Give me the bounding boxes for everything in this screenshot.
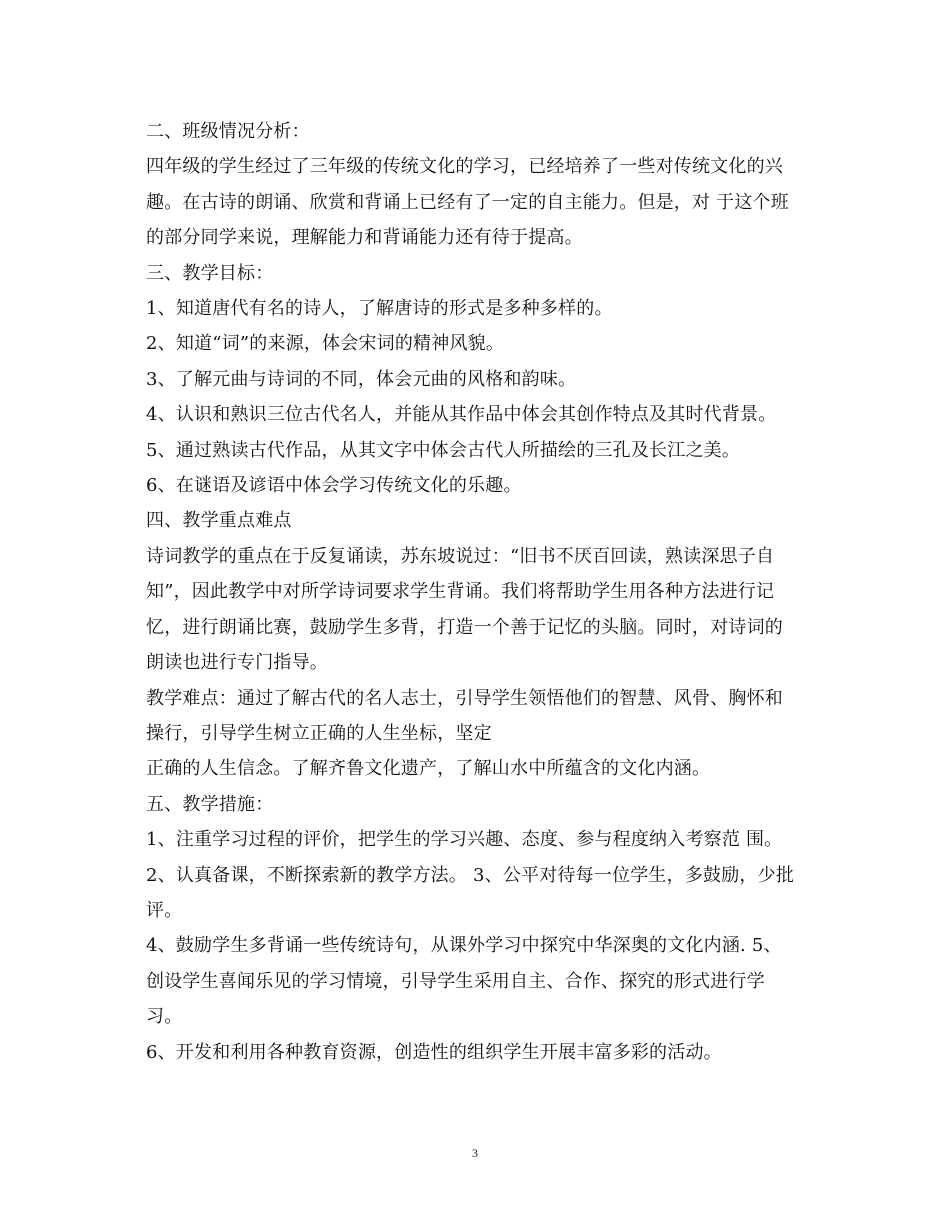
list-item: 2、知道“词”的来源，体会宋词的精神风貌。	[146, 333, 505, 355]
paragraph-line: 忆，进行朗诵比赛，鼓励学生多背，打造一个善于记忆的头脑。同时，对诗词的	[146, 616, 783, 638]
paragraph-line: 知”，因此教学中对所学诗词要求学生背诵。我们将帮助学生用各种方法进行记	[146, 581, 775, 603]
section-heading-key-points: 四、教学重点难点	[146, 510, 292, 532]
list-item: 3、了解元曲与诗词的不同，体会元曲的风格和韵味。	[146, 368, 577, 390]
section-heading-teaching-measures: 五、教学措施：	[146, 793, 274, 815]
paragraph-line: 正确的人生信念。了解齐鲁文化遗产，了解山水中所蕴含的文化内涵。	[146, 758, 711, 780]
list-item: 1、知道唐代有名的诗人，了解唐诗的形式是多种多样的。	[146, 298, 613, 320]
paragraph-line: 四年级的学生经过了三年级的传统文化的学习，已经培养了一些对传统文化的兴	[146, 156, 783, 178]
list-item: 4、认识和熟识三位古代名人，并能从其作品中体会其创作特点及其时代背景。	[146, 404, 777, 426]
list-item: 习。	[146, 1006, 183, 1028]
paragraph-line: 诗词教学的重点在于反复诵读，苏东坡说过：“旧书不厌百回读，熟读深思子自	[146, 545, 775, 567]
list-item: 评。	[146, 899, 183, 921]
list-item: 创设学生喜闻乐见的学习情境，引导学生采用自主、合作、探究的形式进行学	[146, 970, 765, 992]
paragraph-line: 趣。在古诗的朗诵、欣赏和背诵上已经有了一定的自主能力。但是，对 于这个班	[146, 191, 789, 213]
section-heading-class-analysis: 二、班级情况分析：	[146, 121, 310, 142]
list-item: 6、在谜语及谚语中体会学习传统文化的乐趣。	[146, 475, 522, 497]
section-heading-teaching-goals: 三、教学目标：	[146, 262, 274, 284]
paragraph-line: 教学难点：通过了解古代的名人志士，引导学生领悟他们的智慧、风骨、胸怀和	[146, 687, 783, 709]
list-item: 4、鼓励学生多背诵一些传统诗句，从课外学习中探究中华深奥的文化内涵. 5、	[146, 935, 782, 957]
paragraph-line: 操行，引导学生树立正确的人生坐标，坚定	[146, 722, 492, 744]
list-item: 2、认真备课，不断探索新的教学方法。 3、公平对待每一位学生，多鼓励，少批	[146, 864, 795, 886]
list-item: 6、开发和利用各种教育资源，创造性的组织学生开展丰富多彩的活动。	[146, 1041, 722, 1063]
list-item: 5、通过熟读古代作品，从其文字中体会古代人所描绘的三孔及长江之美。	[146, 439, 741, 461]
document-body	[146, 114, 814, 1070]
list-item: 1、注重学习过程的评价，把学生的学习兴趣、态度、参与程度纳入考察范 围。	[146, 829, 783, 851]
paragraph-line: 朗读也进行专门指导。	[146, 652, 328, 674]
paragraph-line: 的部分同学来说，理解能力和背诵能力还有待于提高。	[146, 227, 583, 249]
page-number: 3	[472, 1146, 478, 1160]
